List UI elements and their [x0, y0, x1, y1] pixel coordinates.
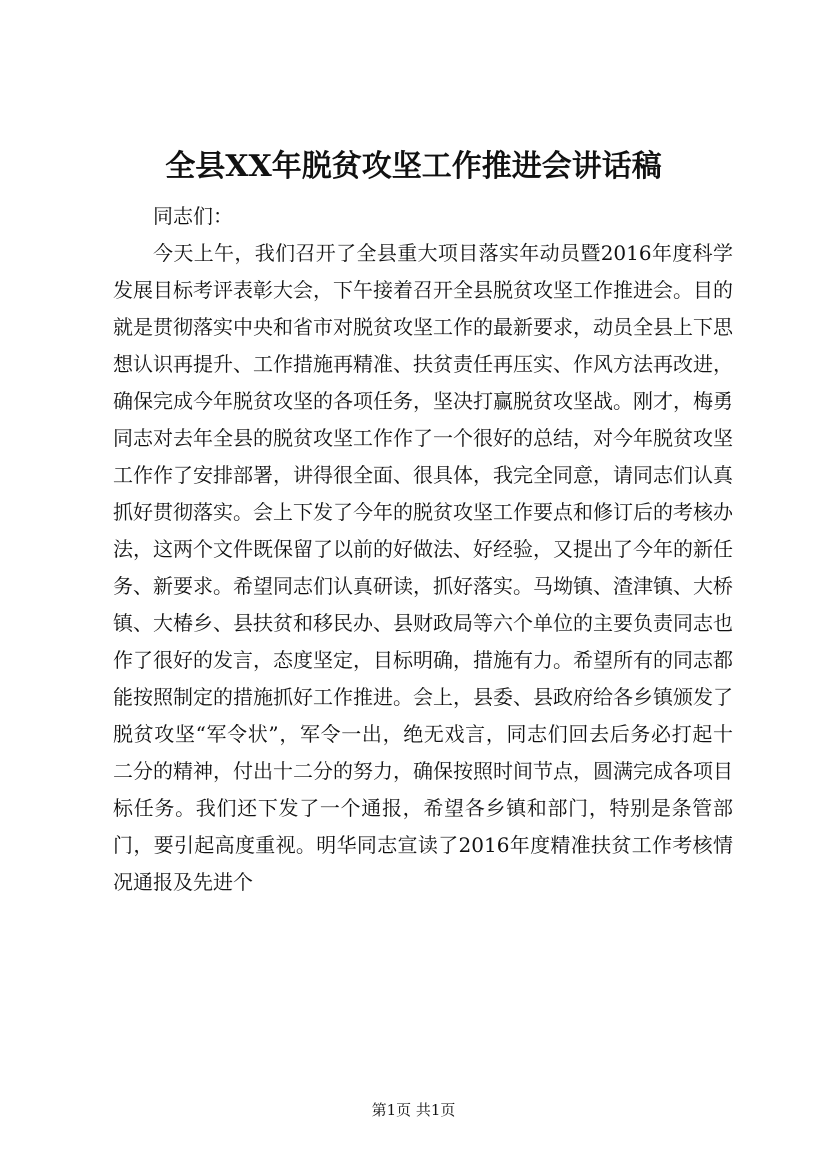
document-body [113, 198, 733, 901]
document-title: 全县XX年脱贫攻坚工作推进会讲话稿 [165, 149, 662, 184]
salutation: 同志们： [153, 204, 233, 228]
page-footer: 第1页 共1页 [371, 1101, 456, 1119]
body-paragraph: 今天上午，我们召开了全县重大项目落实年动员暨2016年度科学发展目标考评表彰大会，下午接着召开全县脱贫攻坚工作推进会。目的就是贯彻落实中央和省市对脱贫攻坚工作的最新要求，动员全县上下思想认识再提升、工作措施再精准、扶贫责任再压实、作风方法再改进，确保完成今年脱贫攻坚的各项任务，坚决打赢脱贫攻坚战。刚才，梅勇同志对去年全县的脱贫攻坚工作作了一个很好的总结，对今年脱贫攻坚工作作了安排部署，讲得很全面、很具体，我完全同意，请同志们认真抓好贯彻落实。会上下发了今年的脱贫攻坚工作要点和修订后的考核办法，这两个文件既保留了以前的好做法、好经验，又提出了今年的新任务、新要求。希望同志们认真研读，抓好落实。马坳镇、渣津镇、大桥镇、大椿乡、县扶贫和移民办、县财政局等六个单位的主要负责同志也作了很好的发言，态度坚定，目标明确，措施有力。希望所有的同志都能按照制定的措施抓好工作推进。会上，县委、县政府给各乡镇颁发了脱贫攻坚“军令状”，军令一出，绝无戏言，同志们回去后务必打起十二分的精神，付出十二分的努力，确保按照时间节点，圆满完成各项目标任务。我们还下发了一个通报，希望各乡镇和部门，特别是条管部门，要引起高度重视。明华同志宣读了2016年度精准扶贫工作考核情况通报及先进个 [113, 241, 733, 894]
